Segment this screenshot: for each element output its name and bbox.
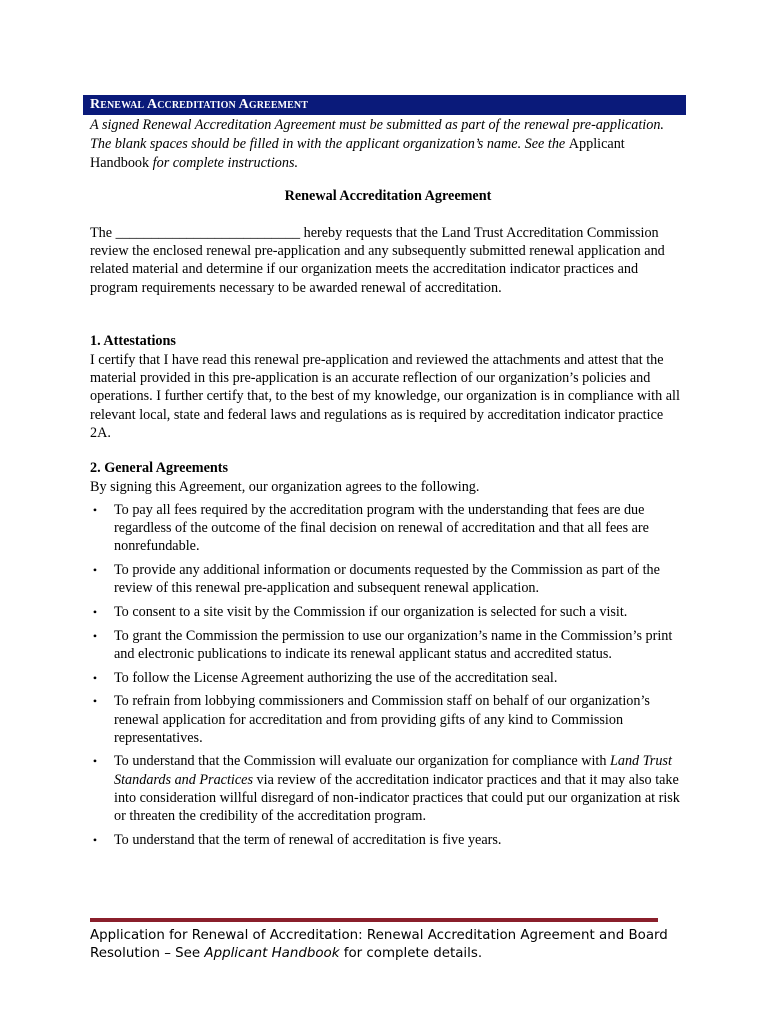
bullet-icon: • <box>92 563 98 578</box>
list-item <box>90 627 686 663</box>
agreement-text-before: To understand that the Commission will evaluate our organization for compliance with <box>114 753 610 770</box>
agreement-text: To follow the License Agreement authorizing the use of the accreditation seal. <box>114 669 558 686</box>
list-item <box>90 831 686 849</box>
intro-part1: A signed Renewal Accreditation Agreement must be submitted as part of the renewal pre-application. The blank spaces should be filled in with the applicant organization’s name. See the <box>90 117 664 152</box>
bullet-icon: • <box>92 670 98 685</box>
list-item <box>90 561 686 597</box>
request-the: The <box>90 225 116 241</box>
general-agreements-heading: 2. General Agreements <box>90 460 229 476</box>
list-item <box>90 669 686 687</box>
section-banner: Renewal Accreditation Agreement <box>83 95 686 115</box>
agreement-text: To refrain from lobbying commissioners and Commission staff on behalf of our organization’s renewal application for accreditation and from providing gifts of any kind to Commission representatives. <box>114 693 650 746</box>
agreement-text: To grant the Commission the permission to use our organization’s name in the Commission’s print and electronic publications to indicate its renewal applicant status and accredited status. <box>114 627 673 662</box>
agreement-text: To provide any additional information or documents requested by the Commission as part of the review of this renewal pre-application and subsequent renewal application. <box>114 562 660 597</box>
bullet-icon: • <box>92 832 98 847</box>
bullet-icon: • <box>92 628 98 643</box>
attestations-text: I certify that I have read this renewal pre-application and reviewed the attachments and attest that the material provided in this pre-application is an accurate reflection of our organization’s policies and operations. I further certify that, to the best of my knowledge, our organization is in compliance with all relevant local, state and federal laws and regulations as is required by accreditation indicator practice 2A. <box>90 352 680 441</box>
applicant-handbook-ref: Applicant Handbook <box>90 136 625 171</box>
agreement-text: To pay all fees required by the accreditation program with the understanding that fees are due regardless of the outcome of the final decision on renewal of accreditation and that all fees are nonrefundable. <box>114 502 649 555</box>
bullet-icon: • <box>92 754 98 769</box>
bullet-icon: • <box>92 605 98 620</box>
request-rest: hereby requests that the Land Trust Accreditation Commission review the enclosed renewal pre-application and any subsequently submitted renewal application and related material and determine if our organization meets the accreditation indicator practices and program requirements necessary to be awarded renewal of accreditation. <box>90 225 665 296</box>
list-item <box>90 603 686 621</box>
agreement-text: To consent to a site visit by the Commission if our organization is selected for such a visit. <box>114 604 628 621</box>
request-paragraph <box>90 224 686 297</box>
intro-instructions <box>90 116 686 173</box>
list-item <box>90 501 686 556</box>
agreement-text-after: via review of the accreditation indicator practices and that it may also take into consideration willful disregard of non-indicator practices that could put our organization at risk or threaten the credibility of the accreditation program. <box>114 771 680 825</box>
footer-part1: Application for Renewal of Accreditation: Renewal Accreditation Agreement and Board Resolution – See <box>90 928 668 961</box>
page-footer <box>90 927 690 963</box>
agreement-text: To understand that the term of renewal of accreditation is five years. <box>114 831 502 848</box>
list-item <box>90 692 686 747</box>
general-agreements-lead: By signing this Agreement, our organization agrees to the following. <box>90 479 480 495</box>
intro-part2: for complete instructions. <box>149 155 299 171</box>
footer-part2: for complete details. <box>339 946 483 961</box>
agreements-list <box>90 501 686 854</box>
standards-title: Land Trust Standards and Practices <box>114 753 672 788</box>
page-title: Renewal Accreditation Agreement <box>284 188 492 204</box>
attestations-heading: 1. Attestations <box>90 333 176 349</box>
footer-rule <box>90 918 658 922</box>
footer-handbook: Applicant Handbook <box>204 946 340 961</box>
bullet-icon: • <box>92 503 98 517</box>
list-item <box>90 752 686 825</box>
organization-name-blank[interactable]: __________________________ <box>115 225 301 241</box>
bullet-icon: • <box>92 694 98 709</box>
